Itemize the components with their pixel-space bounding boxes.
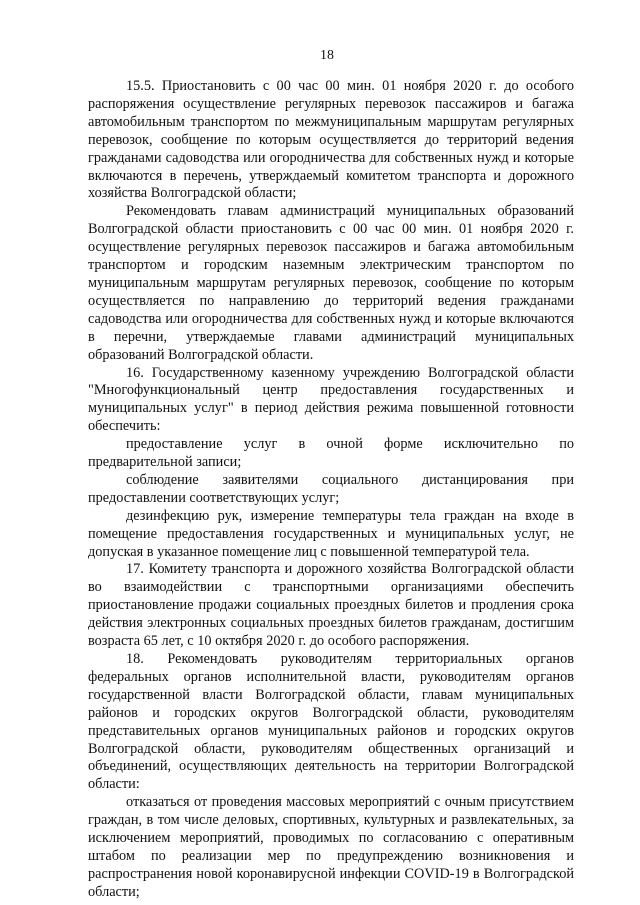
paragraph-18-item-events: отказаться от проведения массовых мероприятий с очным присутствием граждан, в том числе деловых, спортивных, культурных и развлекательных, за исключением мероприятий, проводимых по согласованию с оперативным штабом по реализации мер по предупреждению возникновения и распространения новой коронавирусной инфекции COVID-19 в Волгоградской области; [88, 794, 574, 900]
paragraph-16-item-appointment: предоставление услуг в очной форме исключительно по предварительной записи; [88, 436, 574, 471]
paragraph-17: 17. Комитету транспорта и дорожного хозяйства Волгоградской области во взаимодействии с транспортными организациями обеспечить приостановление продажи социальных проездных билетов и продления срока действия электронных социальных проездных билетов гражданам, достигшим возраста 65 лет, с 10 октября 2020 г. до особого распоряжения. [88, 561, 574, 650]
page-number: 18 [320, 48, 334, 63]
paragraph-18: 18. Рекомендовать руководителям территориальных органов федеральных органов исполнительной власти, руководителям органов государственной власти Волгоградской области, главам муниципальных районов и городских округов Волгоградской области, руководителям представительных органов муниципальных районов и городских округов Волгоградской области, руководителям общественных организаций и объединений, осуществляющих деятельность на территории Волгоградской области: [88, 651, 574, 793]
paragraph-16-item-disinfection: дезинфекцию рук, измерение температуры тела граждан на входе в помещение предоставления государственных и муниципальных услуг, не допуская в указанное помещение лиц с повышенной температурой тела. [88, 507, 574, 560]
paragraph-recommend-heads: Рекомендовать главам администраций муниципальных образований Волгоградской области приостановить с 00 час 00 мин. 01 ноября 2020 г. осуществление регулярных перевозок пассажиров и багажа автомобильным транспортом и городским наземным электрическим транспортом по муниципальным маршрутам регулярных перевозок, сообщение по которым осуществляется по направлению до территорий ведения гражданами садоводства или огородничества для собственных нужд и которые включаются в перечни, утверждаемые главами администраций муниципальных образований Волгоградской области. [88, 203, 574, 363]
paragraph-16-item-distancing: соблюдение заявителями социального дистанцирования при предоставлении соответствующих услуг; [88, 471, 574, 506]
paragraph-16: 16. Государственному казенному учреждению Волгоградской области "Многофункциональный центр предоставления государственных и муниципальных услуг" в период действия режима повышенной готовности обеспечить: [88, 364, 574, 435]
paragraph-15-5: 15.5. Приостановить с 00 час 00 мин. 01 ноября 2020 г. до особого распоряжения осуществление регулярных перевозок пассажиров и багажа автомобильным транспортом по межмуниципальным маршрутам регулярных перевозок, сообщение по которым осуществляется до территорий ведения гражданами садоводства или огородничества для собственных нужд и которые включаются в перечень, утверждаемый комитетом транспорта и дорожного хозяйства Волгоградской области; [88, 78, 574, 202]
